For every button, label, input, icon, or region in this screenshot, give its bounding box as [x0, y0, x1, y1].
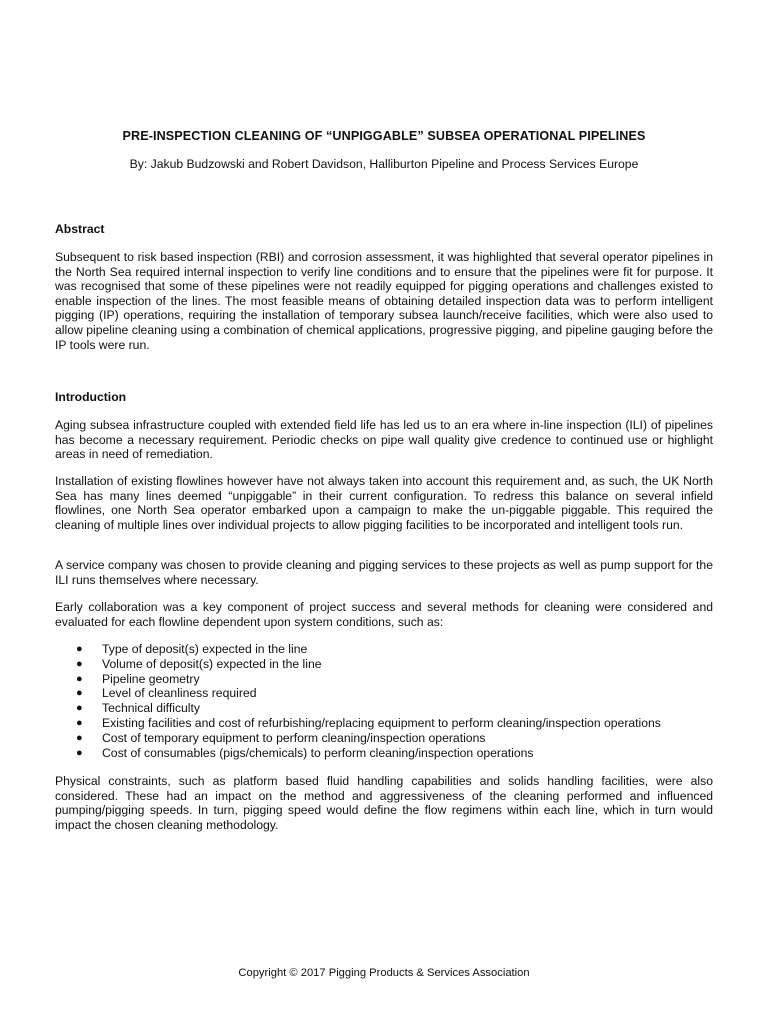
list-item-text: Technical difficulty — [102, 701, 200, 716]
list-item-text: Cost of temporary equipment to perform cleaning/inspection operations — [102, 730, 486, 745]
list-item-text: Type of deposit(s) expected in the line — [102, 642, 308, 656]
list-item — [55, 746, 713, 761]
list-item — [55, 657, 713, 672]
bullet-icon: ● — [76, 702, 83, 715]
list-item-text: Pipeline geometry — [102, 671, 200, 686]
intro-paragraph: A service company was chosen to provide cleaning and pigging services to these projects as well as pump support for the ILI runs themselves where necessary. — [55, 558, 713, 587]
list-item-text: Cost of consumables (pigs/chemicals) to perform cleaning/inspection operations — [102, 745, 534, 760]
abstract-heading: Abstract — [55, 222, 105, 236]
bullet-icon: ● — [76, 716, 83, 729]
introduction-heading: Introduction — [55, 390, 127, 404]
bullet-icon: ● — [76, 672, 83, 685]
list-item — [55, 701, 713, 716]
list-item-text: Level of cleanliness required — [102, 686, 257, 701]
list-item — [55, 731, 713, 746]
bullet-icon: ● — [76, 731, 83, 744]
abstract-text: Subsequent to risk based inspection (RBI) and corrosion assessment, it was highlighted that several operator pipelines in the North Sea required internal inspection to verify line conditions and to ensure that the pipelines were fit for purpose. It was recognised that some of these pipelines were not readily equipped for pigging operations and challenges existed to enable inspection of the lines. The most feasible means of obtaining detailed inspection data was to perform intelligent pigging (IP) operations, requiring the installation of temporary subsea launch/receive facilities, which were also used to allow pipeline cleaning using a combination of chemical applications, progressive pigging, and pipeline gauging before the IP tools were run. — [55, 250, 713, 352]
criteria-list — [55, 642, 713, 760]
author-line: By: Jakub Budzowski and Robert Davidson, Halliburton Pipeline and Process Services Europe — [129, 157, 639, 171]
copyright-footer: Copyright © 2017 Pigging Products & Services Association — [238, 967, 530, 979]
list-item-text: Existing facilities and cost of refurbishing/replacing equipment to perform cleaning/inspection operations — [102, 715, 661, 730]
list-item-text: Volume of deposit(s) expected in the line — [102, 656, 322, 671]
paper-title: PRE-INSPECTION CLEANING OF “UNPIGGABLE” SUBSEA OPERATIONAL PIPELINES — [122, 129, 646, 143]
bullet-icon: ● — [76, 657, 83, 670]
bullet-icon: ● — [76, 643, 83, 655]
list-item — [55, 716, 713, 731]
list-item — [55, 642, 713, 657]
intro-paragraph: Aging subsea infrastructure coupled with extended field life has led us to an era where in-line inspection (ILI) of pipelines has become a necessary requirement. Periodic checks on pipe wall quality give credence to continued use or highlight areas in need of remediation. — [55, 418, 713, 462]
intro-paragraph: Installation of existing flowlines however have not always taken into account this requirement and, as such, the UK North Sea has many lines deemed “unpiggable” in their current configuration. To redress this balance on several infield flowlines, one North Sea operator embarked upon a campaign to make the un-piggable piggable. This required the cleaning of multiple lines over individual projects to allow pigging facilities to be incorporated and intelligent tools run. — [55, 474, 713, 532]
bullet-icon: ● — [76, 687, 83, 700]
list-item — [55, 686, 713, 701]
list-item — [55, 672, 713, 687]
bullet-icon: ● — [76, 746, 83, 759]
intro-paragraph: Early collaboration was a key component of project success and several methods for cleaning were considered and evaluated for each flowline dependent upon system conditions, such as: — [55, 600, 713, 629]
closing-paragraph: Physical constraints, such as platform based fluid handling capabilities and solids handling facilities, were also considered. These had an impact on the method and aggressiveness of the cleaning performed and influenced pumping/pigging speeds. In turn, pigging speed would define the flow regimens within each line, which in turn would impact the chosen cleaning methodology. — [55, 774, 713, 832]
